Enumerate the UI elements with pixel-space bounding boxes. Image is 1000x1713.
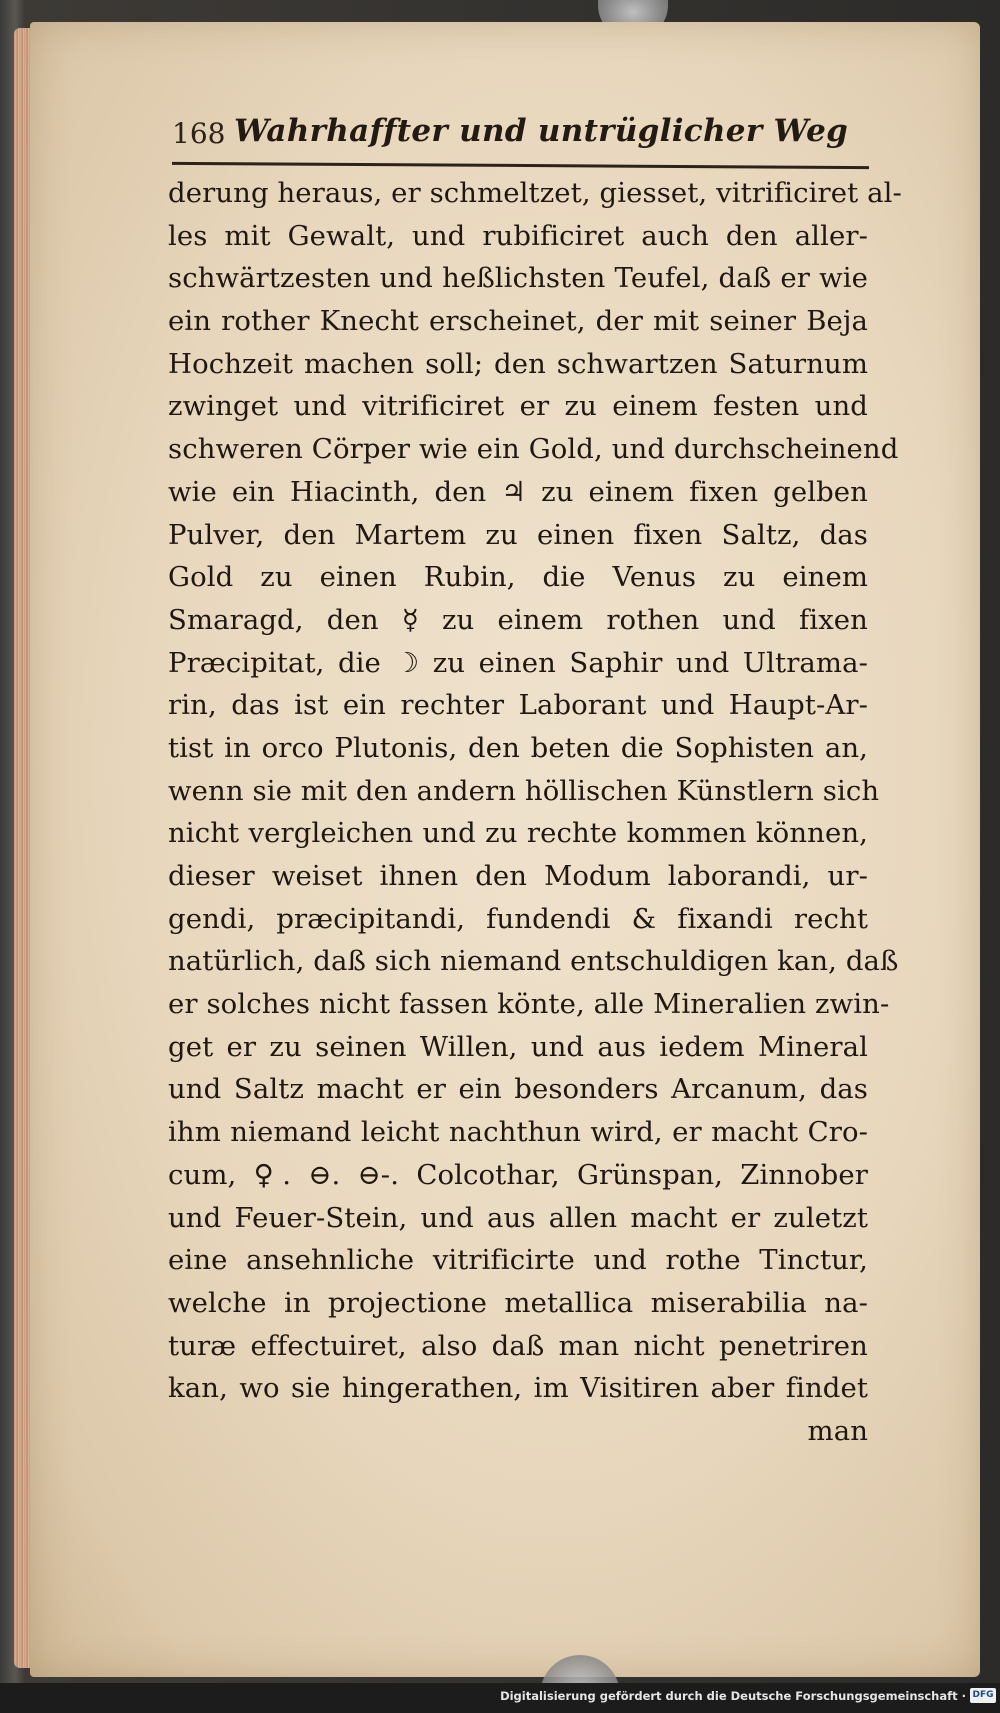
text-line: ein rother Knecht erscheinet, der mit seiner Beja: [168, 305, 868, 338]
text-line: get er zu seinen Willen, und aus iedem Mineral: [168, 1030, 868, 1063]
text-line: nicht vergleichen und zu rechte kommen können,: [168, 817, 868, 850]
text-line: er solches nicht fassen könte, alle Mineralien zwin-: [168, 988, 890, 1021]
text-line: schweren Cörper wie ein Gold, und durchscheinend: [168, 433, 899, 466]
text-line: und Feuer-Stein, und aus allen macht er zuletzt: [168, 1201, 868, 1234]
text-line: Pulver, den Martem zu einen fixen Saltz, das: [168, 518, 868, 551]
text-line: gendi, præcipitandi, fundendi & fixandi recht: [168, 902, 868, 935]
text-line: eine ansehnliche vitrificirte und rothe Tinctur,: [168, 1244, 868, 1277]
text-line: turæ effectuiret, also daß man nicht penetriren: [168, 1329, 868, 1362]
body-text: [168, 172, 902, 1453]
text-line: derung heraus, er schmeltzet, giesset, vitrificiret al-: [168, 177, 902, 209]
text-line: ihm niemand leicht nachthun wird, er macht Cro-: [168, 1116, 868, 1149]
text-line: schwärtzesten und heßlichsten Teufel, daß er wie: [168, 262, 868, 295]
dfg-logo: DFG: [970, 1688, 996, 1703]
page-number: 168: [172, 117, 226, 150]
catchword: man: [807, 1414, 868, 1447]
text-line: tist in orco Plutonis, den beten die Sophisten an,: [168, 731, 868, 764]
text-line: les mit Gewalt, und rubificiret auch den aller-: [168, 219, 868, 252]
text-line: rin, das ist ein rechter Laborant und Haupt-Ar-: [168, 689, 868, 722]
text-line: zwinget und vitrificiret er zu einem festen und: [168, 390, 868, 423]
running-title: Wahrhaffter und untrüglicher Weg: [234, 113, 849, 149]
footer-credit: Digitalisierung gefördert durch die Deutsche Forschungsgemeinschaft ·: [500, 1689, 966, 1703]
text-line: Smaragd, den ☿ zu einem rothen und fixen: [168, 603, 868, 636]
text-line: wenn sie mit den andern höllischen Künstlern sich: [168, 774, 880, 807]
text-line: und Saltz macht er ein besonders Arcanum, das: [168, 1073, 868, 1106]
page-header: [172, 113, 862, 163]
text-line: dieser weiset ihnen den Modum laborandi, ur-: [168, 860, 868, 892]
text-line: Gold zu einen Rubin, die Venus zu einem: [168, 561, 868, 594]
text-line: Hochzeit machen soll; den schwartzen Saturnum: [168, 347, 868, 380]
text-line: wie ein Hiacinth, den ♃ zu einem fixen gelben: [168, 475, 868, 508]
text-line: kan, wo sie hingerathen, im Visitiren aber findet: [168, 1372, 868, 1405]
text-line: cum, ♀. ⊖. ⊖-. Colcothar, Grünspan, Zinnober: [168, 1158, 868, 1191]
text-line: Præcipitat, die ☽ zu einen Saphir und Ultrama-: [168, 646, 868, 679]
text-line: natürlich, daß sich niemand entschuldigen kan, daß: [168, 945, 899, 978]
text-line: welche in projectione metallica miserabilia na-: [168, 1286, 868, 1319]
